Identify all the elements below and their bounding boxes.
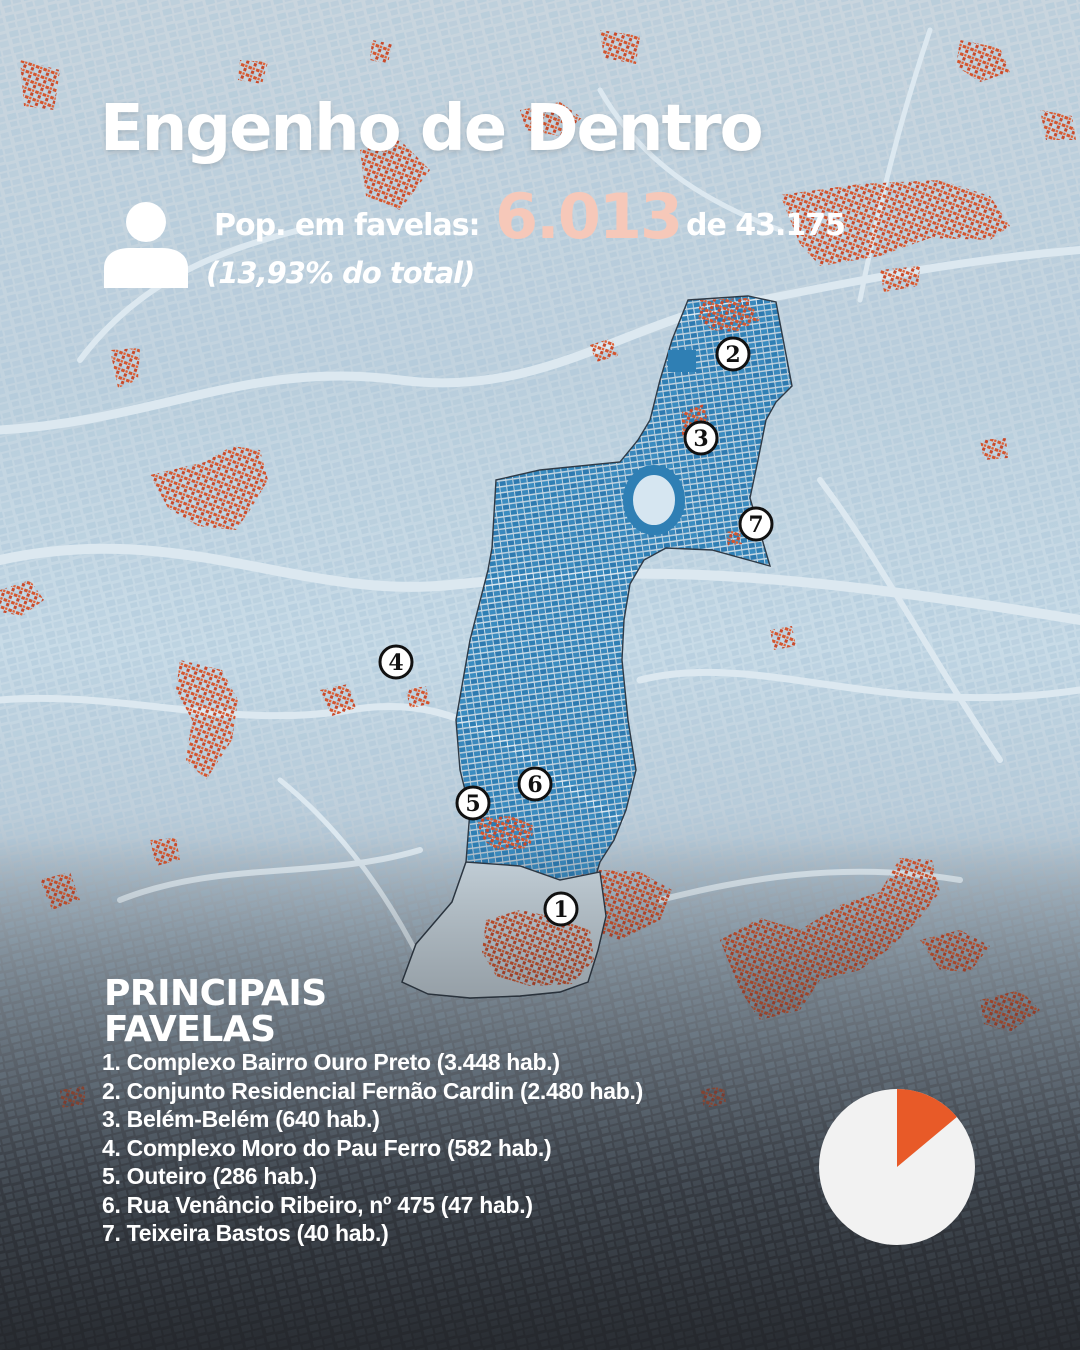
person-icon	[100, 198, 192, 290]
legend-title-line2: FAVELAS	[104, 1009, 276, 1050]
marker-1-label: 1	[553, 897, 569, 923]
marker-3[interactable]	[685, 422, 717, 454]
legend-title	[104, 973, 404, 1050]
marker-4-label: 4	[388, 650, 404, 676]
marker-2-label: 2	[725, 342, 741, 368]
list-item: 3. Belém-Belém (640 hab.)	[102, 1106, 380, 1132]
marker-4[interactable]	[380, 646, 412, 678]
population-value: 6.013	[495, 180, 682, 253]
marker-6-label: 6	[527, 772, 543, 798]
marker-6[interactable]	[519, 768, 551, 800]
page-title: Engenho de Dentro	[100, 92, 762, 166]
marker-5-label: 5	[465, 791, 481, 817]
marker-2[interactable]	[717, 338, 749, 370]
marker-1[interactable]	[545, 893, 577, 925]
list-item: 5. Outeiro (286 hab.)	[102, 1163, 317, 1189]
population-share-pie	[818, 1088, 976, 1246]
marker-3-label: 3	[693, 426, 709, 452]
list-item: 6. Rua Venâncio Ribeiro, nº 475 (47 hab.)	[102, 1191, 533, 1218]
marker-7-label: 7	[748, 512, 764, 538]
list-item: 2. Conjunto Residencial Fernão Cardin (2.480 hab.)	[102, 1077, 643, 1104]
marker-5[interactable]	[457, 787, 489, 819]
population-label: Pop. em favelas:	[214, 208, 480, 243]
legend-title-line1: PRINCIPAIS	[104, 973, 327, 1014]
population-percent: (13,93% do total)	[206, 256, 475, 290]
population-total: de 43.175	[686, 208, 846, 243]
list-item: 7. Teixeira Bastos (40 hab.)	[102, 1220, 389, 1246]
marker-7[interactable]	[740, 508, 772, 540]
list-item: 1. Complexo Bairro Ouro Preto (3.448 hab.)	[102, 1049, 560, 1075]
list-item: 4. Complexo Moro do Pau Ferro (582 hab.)	[102, 1134, 552, 1161]
favela-list	[102, 1048, 643, 1248]
